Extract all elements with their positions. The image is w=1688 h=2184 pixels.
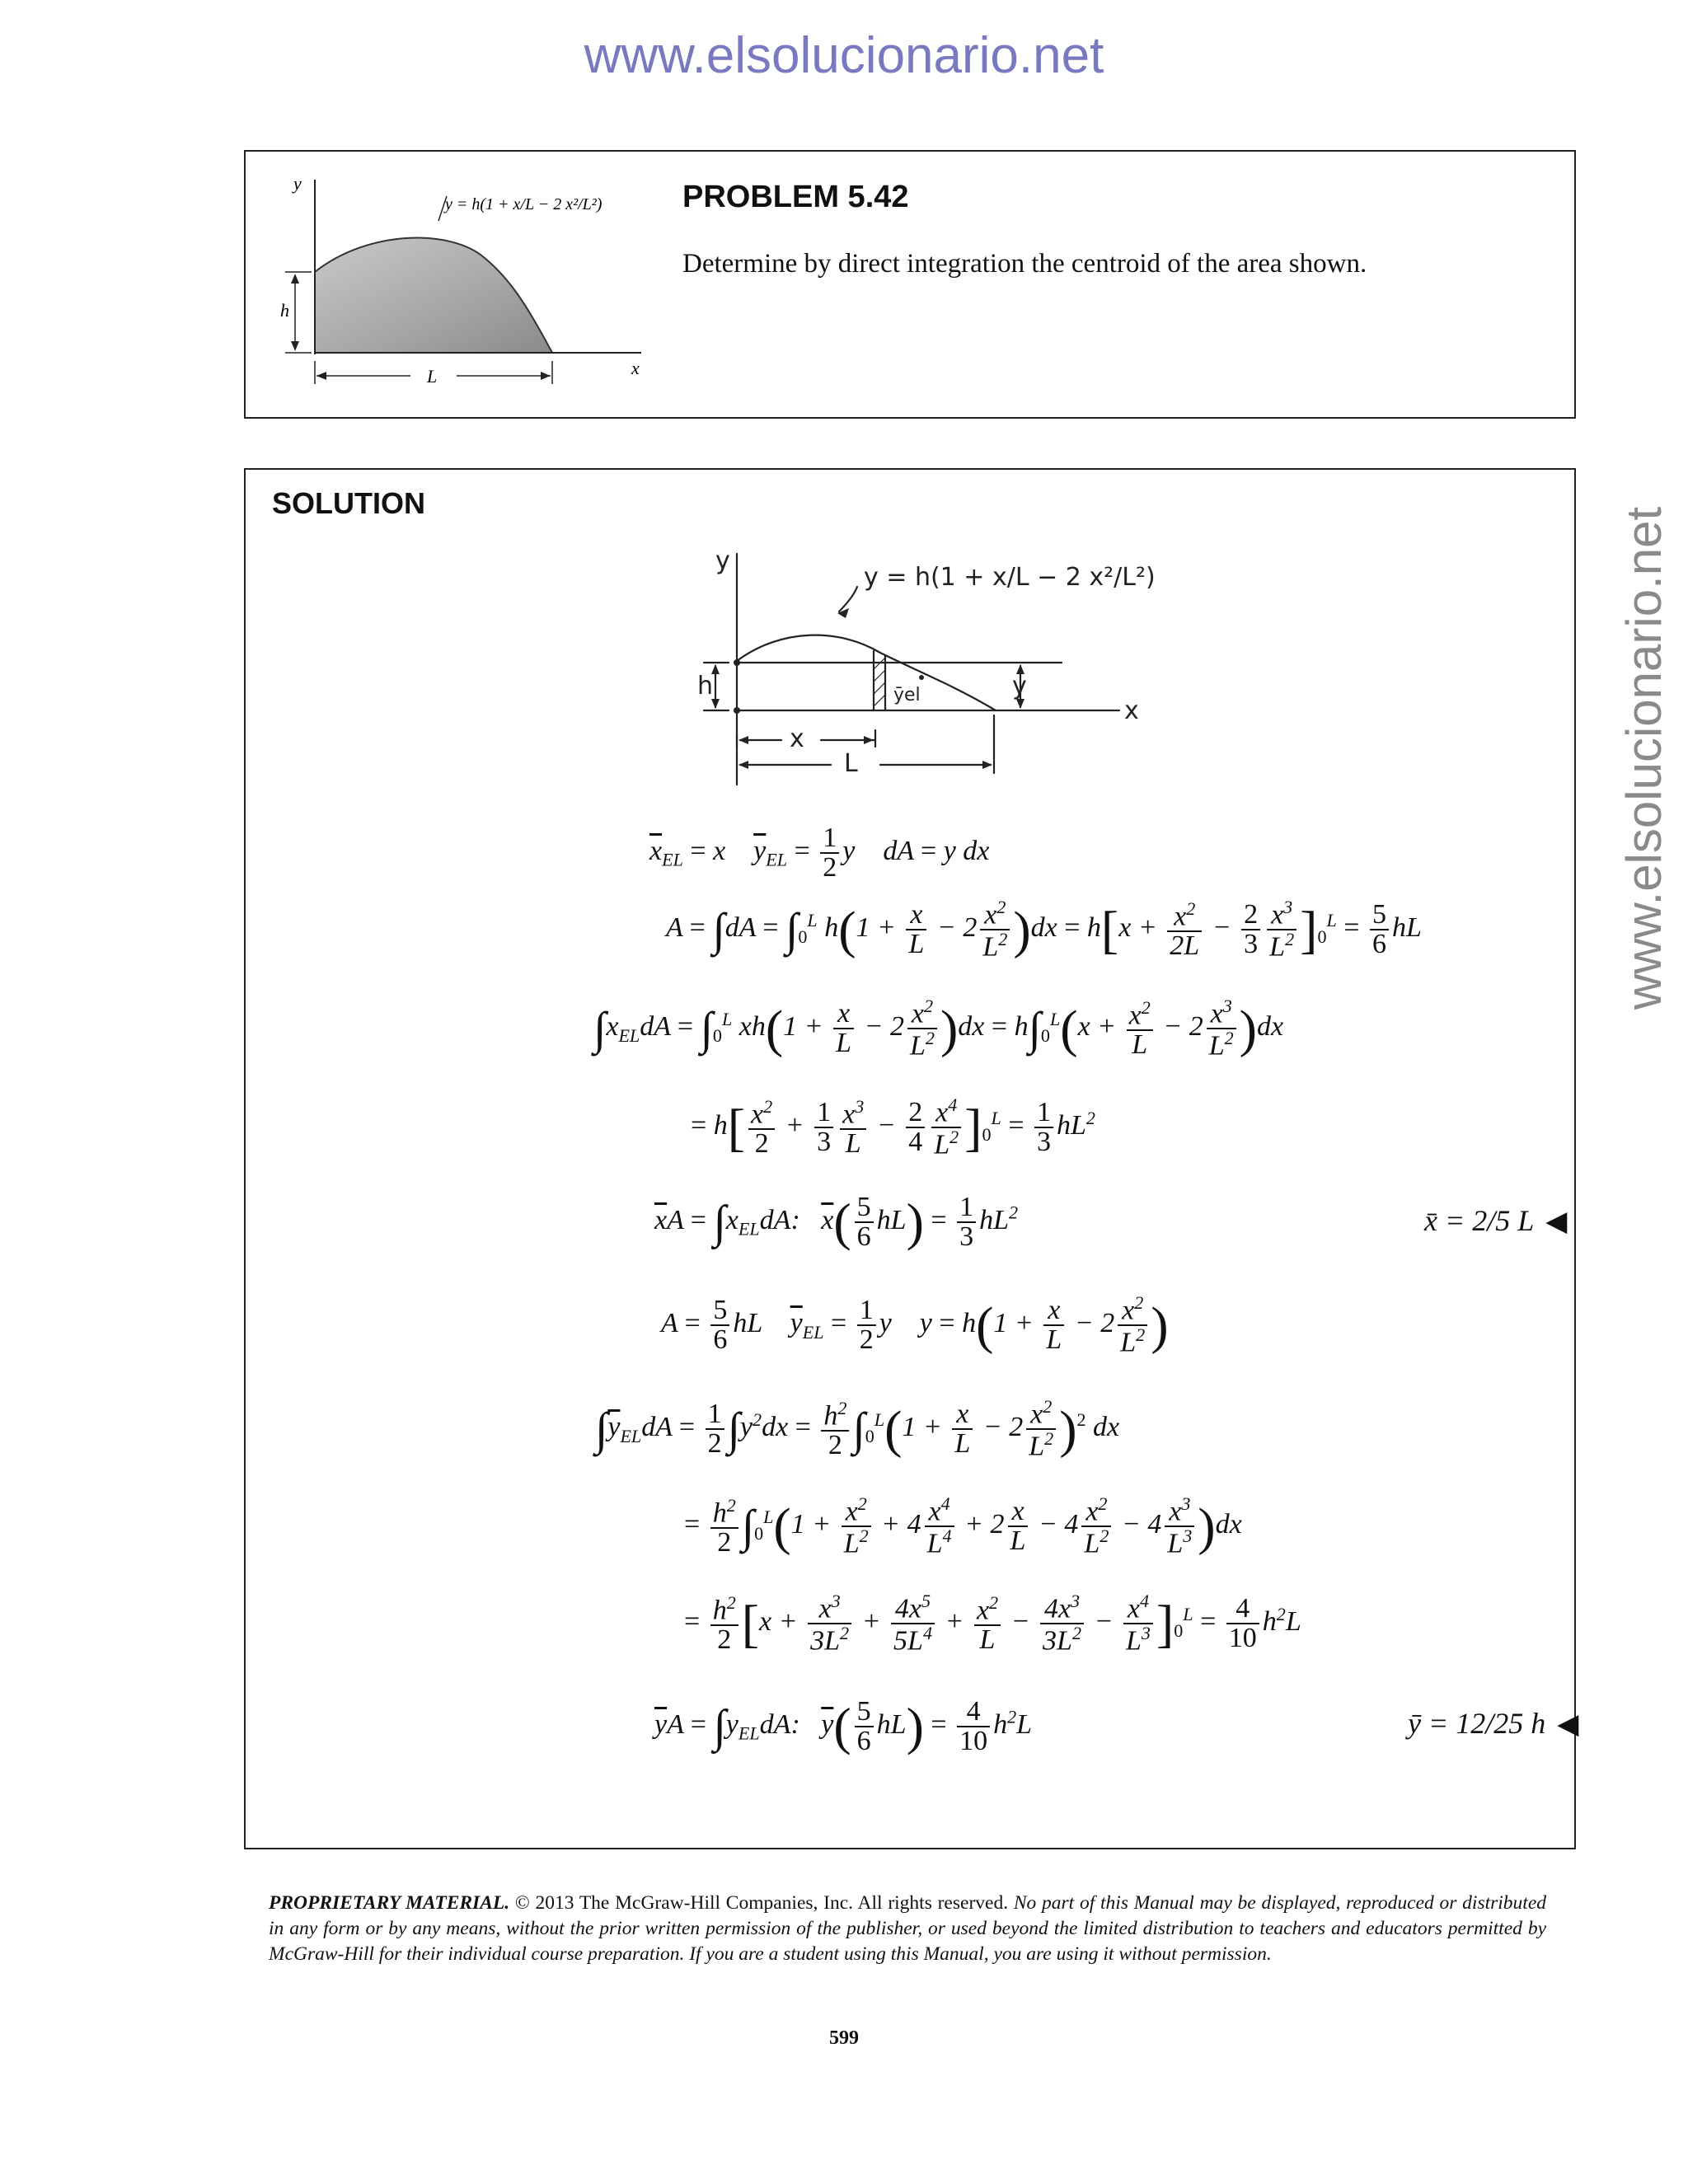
answer-marker-icon: ◀ — [1545, 1207, 1568, 1237]
answer-y-bar — [1408, 1706, 1578, 1741]
problem-fig-h-label: h — [280, 300, 289, 321]
problem-fig-L-label: L — [427, 366, 438, 387]
equation-3: $\int x_{EL}dA = \int_0^L$ xh(1 + $\frac{x}{L}$ − 2 $\frac{x^2}{L^2}$ )$dx = h\int_0^L(x$ + $\frac{x^2}{L}$ − 2 $\frac{x^3}{L^2}$ )dx — [593, 996, 1284, 1062]
equation-4: = h[ $\frac{x^2}{2}$ + $\frac{1}{3}$ $\frac{x^3}{L}$ − $\frac{2}{4}$ $\frac{x^4}{L^2}$ ]$_0^L$ = $\frac{1}{3}$ $hL^2$ — [691, 1094, 1095, 1160]
watermark-side: www.elsolucionario.net — [1616, 506, 1672, 1010]
page-number: 599 — [829, 2027, 859, 2049]
footer-italic: No part of this Manual may be displayed, reproduced or distributed in any form or by any means, without the prior written permission of the publisher, or used beyond the limited distribution to teachers and educators permitted by McGraw-Hill for their individual course preparation. If you are a student using this Manual, you are using it without permission. — [269, 1892, 1547, 1965]
sketch-x-dim-label: x — [790, 724, 804, 753]
copyright-notice — [269, 1891, 1546, 1967]
sketch-h-label: h — [697, 672, 714, 701]
answer-y-bar-text: ȳ = 12/25 h — [1408, 1707, 1546, 1740]
equation-6: A = $\frac{5}{6}$ hL $\overline{y}_{EL}$ = $\frac{1}{2}$ y y = h(1 + $\frac{x}{L}$ − 2 $\frac{x^2}{L^2}$ ) — [661, 1292, 1169, 1358]
sketch-L-label: L — [844, 749, 858, 778]
equation-10: $\overline{y}A = \int y_{EL}dA$: $\overline{y}$( $\frac{5}{6}$ hL) = $\frac{4}{10}$ $h^2L$ — [654, 1696, 1033, 1756]
footer-bold: PROPRIETARY MATERIAL. — [269, 1892, 510, 1914]
answer-x-bar-text: x̄ = 2/5 L — [1424, 1204, 1535, 1237]
sketch-strip-y-label: y — [1012, 672, 1027, 701]
watermark-top: www.elsolucionario.net — [584, 27, 1104, 84]
sketch-curve-label: y = h(1 + x/L − 2 x²/L²) — [864, 563, 1156, 592]
sketch-x-axis-label: x — [1124, 696, 1139, 725]
problem-figure — [262, 171, 666, 410]
footer-plain: © 2013 The McGraw-Hill Companies, Inc. All rights reserved. — [509, 1892, 1014, 1914]
sketch-yel-label: ȳel — [893, 685, 921, 705]
solution-sketch — [674, 546, 1156, 793]
problem-fig-y-label: y — [293, 173, 302, 194]
problem-title: PROBLEM 5.42 — [682, 180, 909, 214]
solution-box — [244, 468, 1579, 1849]
answer-marker-icon: ◀ — [1557, 1709, 1579, 1740]
equation-5: $\overline{x}A = \int x_{EL}dA$: $\overline{x}$( $\frac{5}{6}$ hL) = $\frac{1}{3}$ $hL^2$ — [654, 1192, 1019, 1252]
equation-8: = $\frac{h^2}{2}$ $\int_0^L(1$ + $\frac{x^2}{L^2}$ + 4 $\frac{x^4}{L^4}$ + 2 $\frac{x}{L}$ − 4 $\frac{x^2}{L^2}$ − 4 $\frac{x^3}{L^3}$ )dx — [684, 1493, 1242, 1559]
problem-fig-curve-label: y = h(1 + x/L − 2 x²/L²) — [445, 195, 603, 213]
sketch-y-axis-label: y — [715, 546, 730, 575]
equation-7: $\int\overline{y}_{EL}dA$ = $\frac{1}{2}$ $\int y^2dx$ = $\frac{h^2}{2}$ $\int_0^L(1$ + $\frac{x}{L}$ − 2 $\frac{x^2}{L^2}$ )$^2$ dx — [595, 1396, 1120, 1462]
equation-1: $\overline{x}_{EL} = x$ $\overline{y}_{EL}$ = $\frac{1}{2}$ y dA = y dx — [649, 823, 990, 883]
answer-x-bar — [1424, 1203, 1567, 1238]
solution-title: SOLUTION — [272, 486, 425, 520]
equation-9: = $\frac{h^2}{2}$ [x + $\frac{x^3}{3L^2}$ + $\frac{4x^5}{5L^4}$ + $\frac{x^2}{L}$ − $\frac{4x^3}{3L^2}$ − $\frac{x^4}{L^3}$ ]$_0^L$ = $\frac{4}{10}$ $h^2L$ — [684, 1591, 1301, 1657]
problem-statement: Determine by direct integration the centroid of the area shown. — [682, 249, 1367, 279]
problem-fig-x-label: x — [631, 358, 640, 378]
equation-2: $A = \int dA = \int_0^L$ h(1 + $\frac{x}{L}$ − 2 $\frac{x^2}{L^2}$ )dx = h[x + $\frac{x^2}{2L}$ − $\frac{2}{3}$ $\frac{x^3}{L^2}$ ]$_0^L$ = $\frac{5}{6}$ hL — [666, 897, 1422, 963]
problem-box — [244, 150, 1576, 419]
